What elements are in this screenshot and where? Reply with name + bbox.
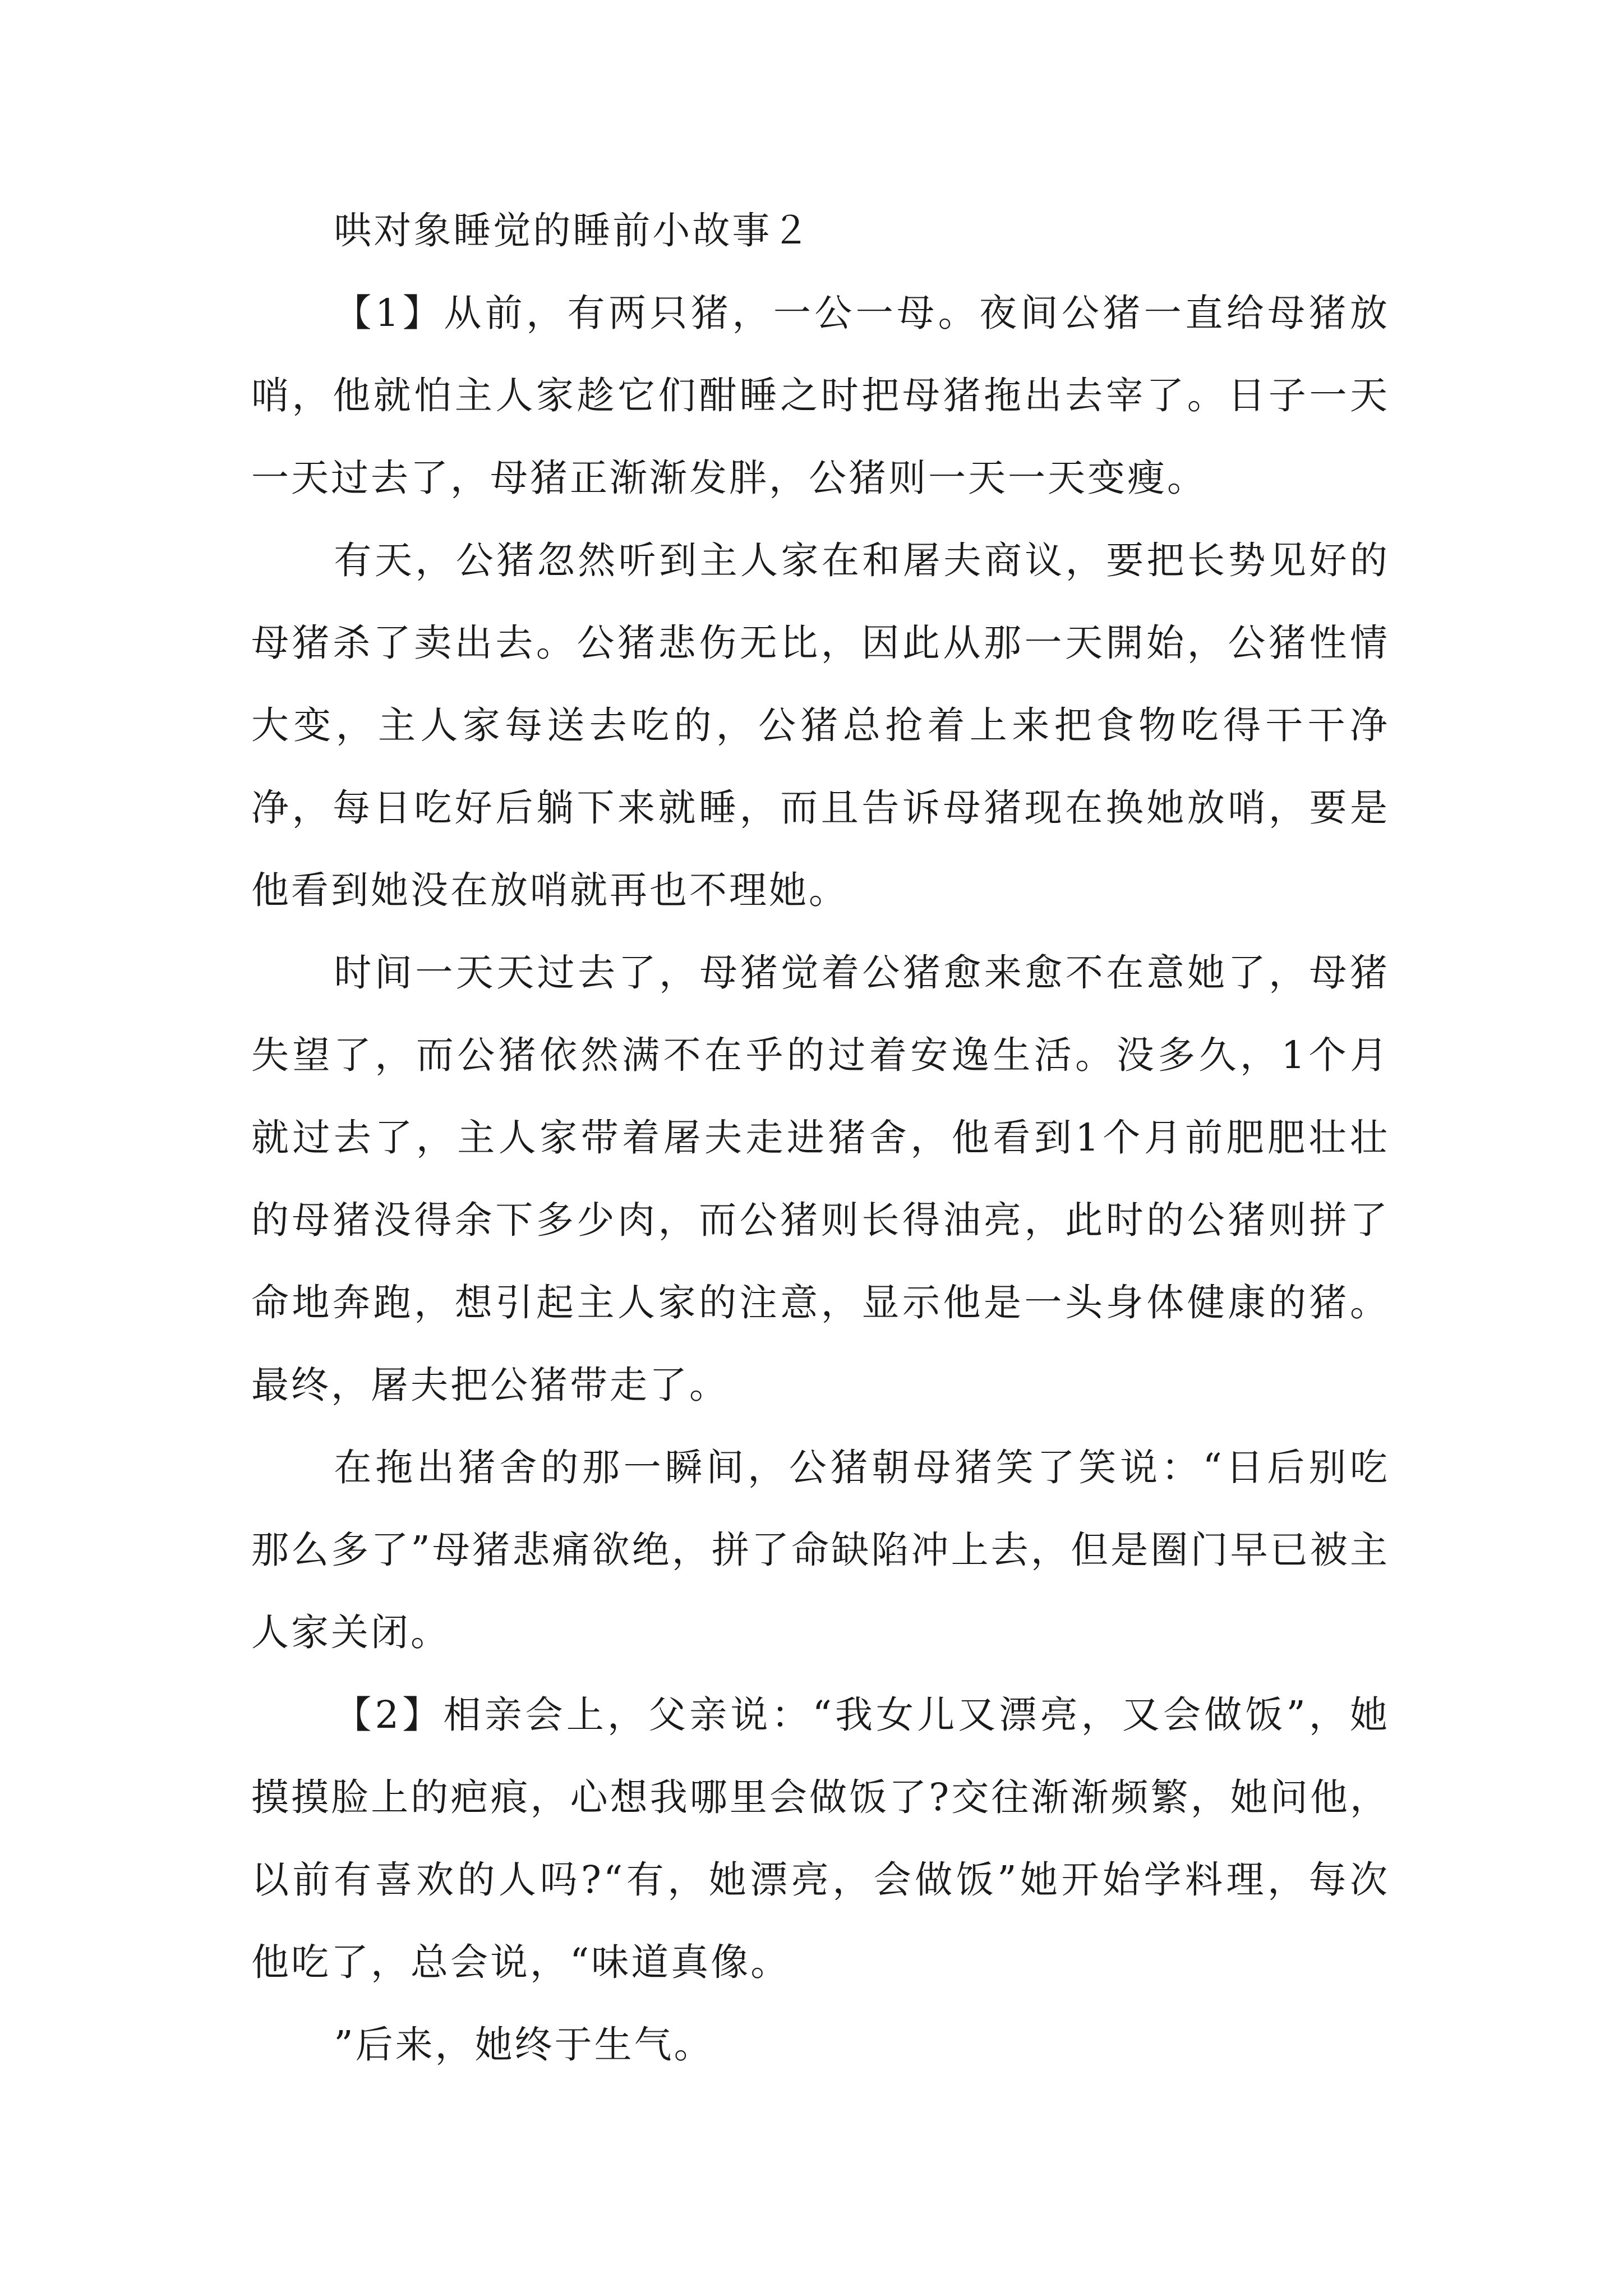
- paragraph-1: 【1】从前，有两只猪，一公一母。夜间公猪一直给母猪放哨，他就怕主人家趁它们酣睡之时把母猪拖出去宰了。日子一天一天过去了，母猪正渐渐发胖，公猪则一天一天变瘦。: [251, 291, 1390, 500]
- paragraph-3: 时间一天天过去了，母猪觉着公猪愈来愈不在意她了，母猪失望了，而公猪依然满不在乎的过着安逸生活。没多久，1个月就过去了，主人家带着屠夫走进猪舍，他看到1个月前肥肥壮壮的母猪没得余下多少肉，而公猪则长得油亮，此时的公猪则拼了命地奔跑，想引起主人家的注意，显示他是一头身体健康的猪。最终，屠夫把公猪带走了。: [251, 951, 1390, 1407]
- document-body: [251, 190, 1390, 2086]
- document-title: 哄对象睡觉的睡前小故事２: [334, 209, 812, 252]
- paragraph-6: ”后来，她终于生气。: [334, 2023, 714, 2067]
- paragraph-4: 在拖出猪舍的那一瞬间，公猪朝母猪笑了笑说：“日后别吃那么多了”母猪悲痛欲绝，拼了命缺陷冲上去，但是圈门早已被主人家关闭。: [251, 1446, 1390, 1654]
- paragraph-2: 有天，公猪忽然听到主人家在和屠夫商议，要把长势见好的母猪杀了卖出去。公猪悲伤无比，因此从那一天開始，公猪性情大变，主人家每送去吃的，公猪总抢着上来把食物吃得干干净净，每日吃好后躺下来就睡，而且告诉母猪现在换她放哨，要是他看到她没在放哨就再也不理她。: [251, 539, 1390, 912]
- paragraph-5: 【2】相亲会上，父亲说：“我女儿又漂亮，又会做饭”，她摸摸脸上的疤痕，心想我哪里会做饭了?交往渐渐频繁，她问他，以前有喜欢的人吗?“有，她漂亮，会做饭”她开始学料理，每次他吃了，总会说，“味道真像。: [251, 1693, 1390, 1984]
